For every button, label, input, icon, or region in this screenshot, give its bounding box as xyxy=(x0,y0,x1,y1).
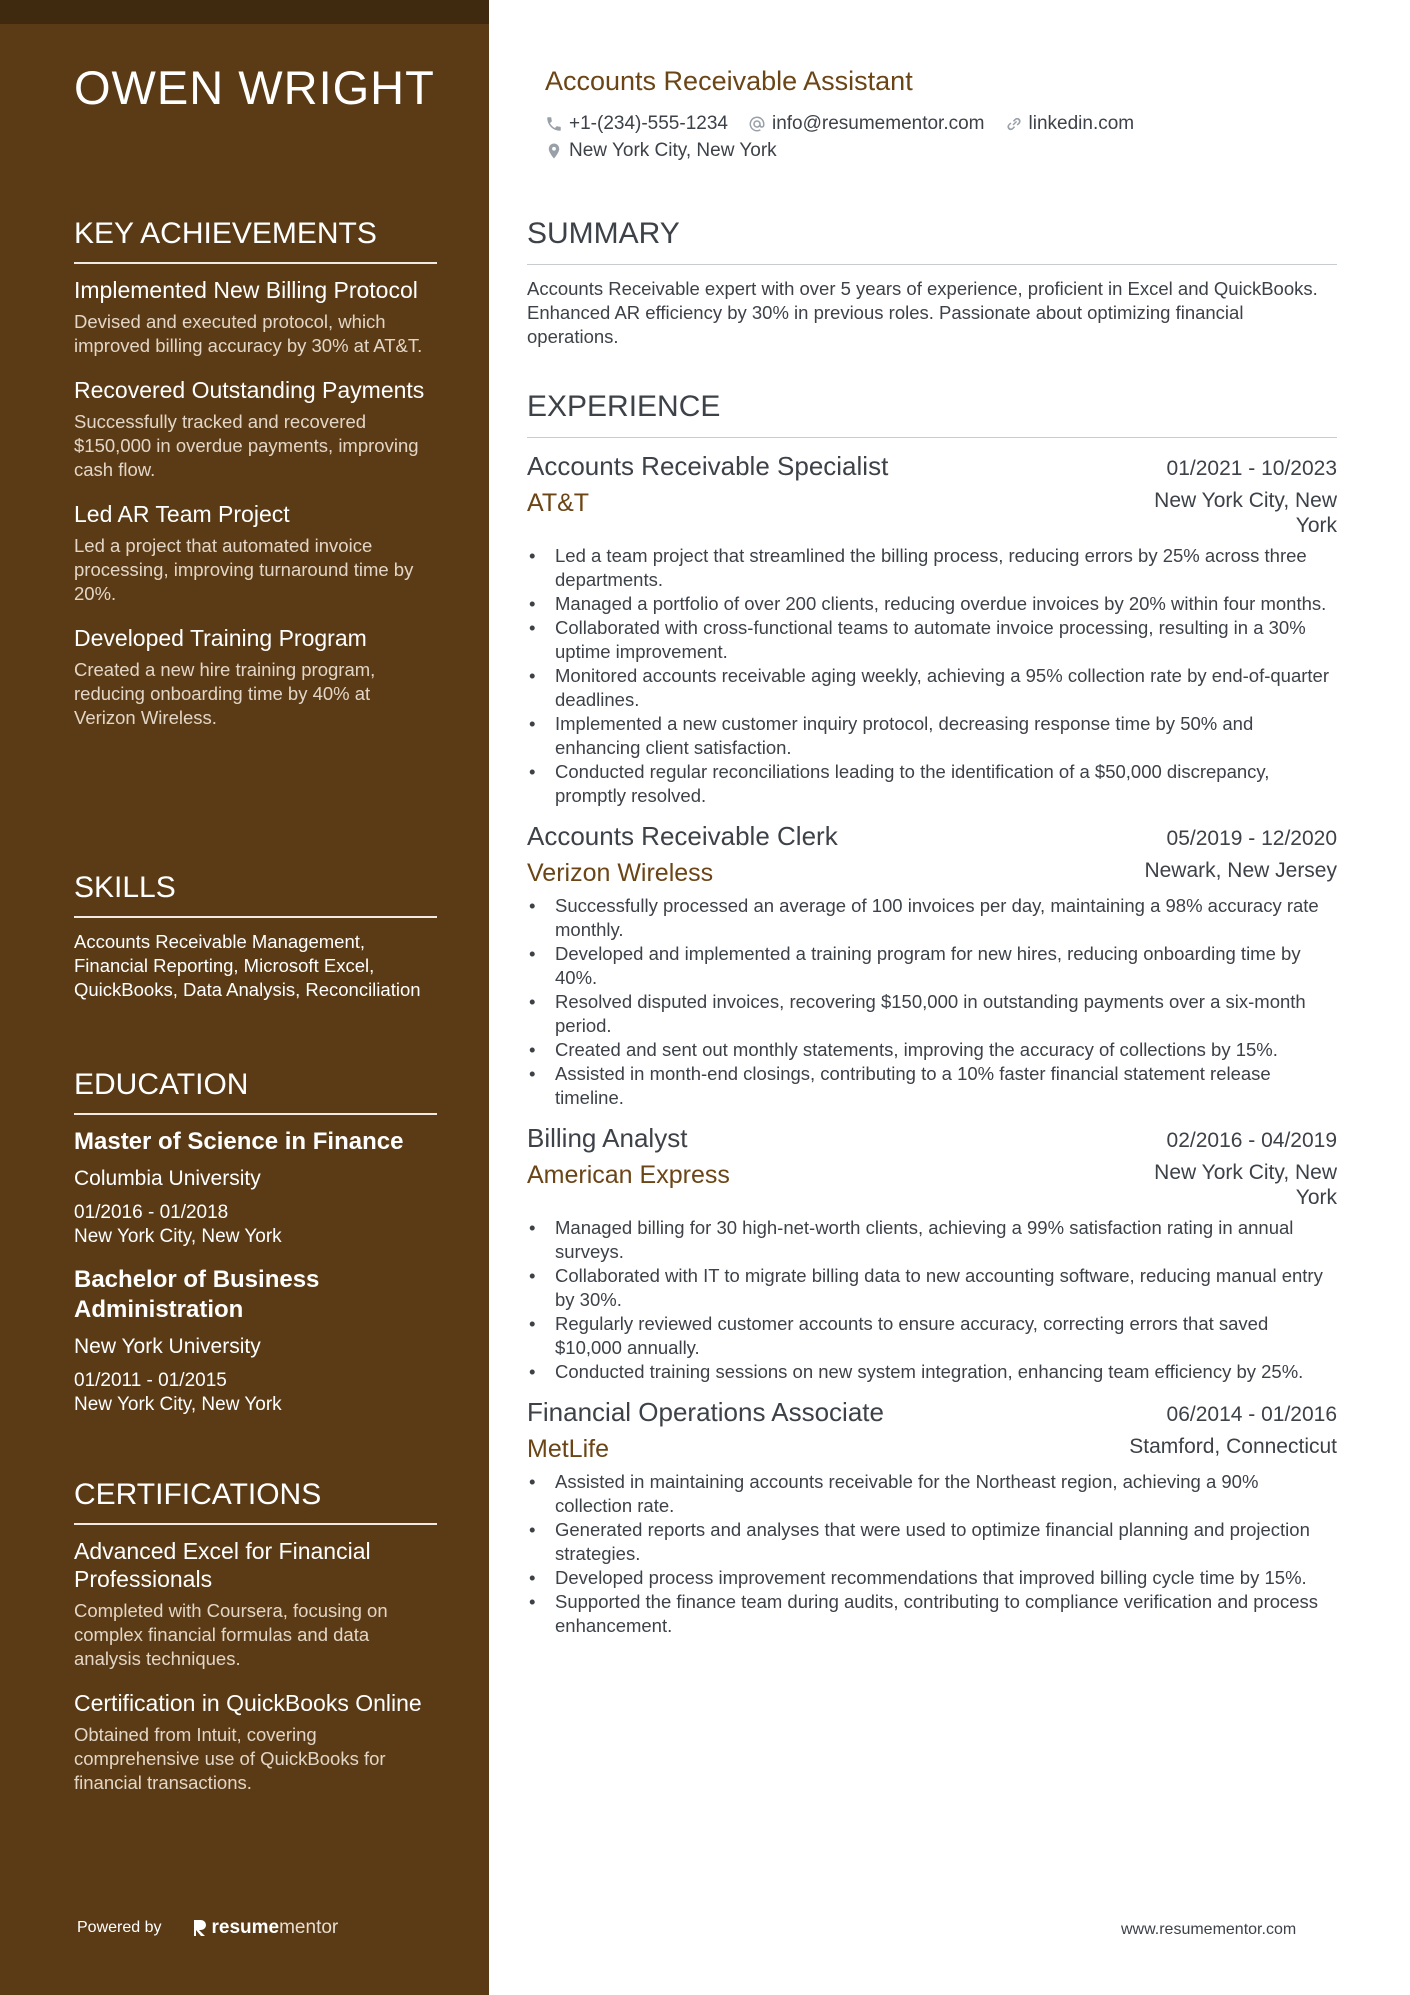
job-location: New York City, New York xyxy=(1154,1161,1337,1209)
job-company: MetLife xyxy=(527,1435,609,1463)
job-bullet: • Developed and implemented a training program for new hires, reducing onboarding time by 40%. xyxy=(527,942,1337,990)
achievement-title: Developed Training Program xyxy=(74,625,367,651)
achievement-item xyxy=(74,276,437,358)
logo-text-bold: resume xyxy=(211,1917,280,1938)
education-item xyxy=(74,1127,437,1249)
sidebar-top-bar xyxy=(0,0,489,24)
job-title: Accounts Receivable Clerk xyxy=(527,821,838,851)
key-achievements-section xyxy=(74,216,437,748)
footer-website-link[interactable]: www.resumementor.com xyxy=(1121,1921,1297,1938)
job-bullet: • Assisted in maintaining accounts receivable for the Northeast region, achieving a 90% collection rate. xyxy=(527,1470,1337,1518)
job-bullet: • Generated reports and analyses that were used to optimize financial planning and projection strategies. xyxy=(527,1518,1337,1566)
certification-title: Advanced Excel for Financial Professionals xyxy=(74,1538,371,1592)
achievement-title: Implemented New Billing Protocol xyxy=(74,277,418,303)
powered-by-label: Powered by xyxy=(77,1919,162,1936)
job-title: Accounts Receivable Specialist xyxy=(527,451,889,481)
education-heading: EDUCATION xyxy=(74,1067,437,1115)
job-bullet: • Conducted regular reconciliations leading to the identification of a $50,000 discrepancy, promptly resolved. xyxy=(527,760,1337,808)
at-icon xyxy=(748,115,766,133)
job-company: American Express xyxy=(527,1161,730,1189)
job-bullet: • Led a team project that streamlined the billing process, reducing errors by 25% across three departments. xyxy=(527,544,1337,592)
job-company: AT&T xyxy=(527,489,590,517)
job-title: Billing Analyst xyxy=(527,1123,688,1153)
logo-text-light: mentor xyxy=(279,1917,339,1938)
powered-by xyxy=(77,1917,338,1939)
resumementor-logo-icon xyxy=(192,1918,208,1938)
experience-section xyxy=(527,389,1337,1650)
certification-item xyxy=(74,1537,437,1671)
candidate-name: OWEN WRIGHT xyxy=(74,61,435,114)
skills-heading: SKILLS xyxy=(74,870,437,918)
contact-row xyxy=(545,113,1154,135)
achievement-item xyxy=(74,500,437,606)
job-bullet: • Managed a portfolio of over 200 clients, reducing overdue invoices by 20% within four months. xyxy=(527,592,1337,616)
job-dates: 05/2019 - 12/2020 xyxy=(1166,827,1337,850)
education-location: New York City, New York xyxy=(74,1394,282,1415)
achievement-description: Devised and executed protocol, which improved billing accuracy by 30% at AT&T. xyxy=(74,311,423,356)
job-location: Newark, New Jersey xyxy=(1144,859,1337,882)
job-bullet: • Collaborated with IT to migrate billing data to new accounting software, reducing manual entry by 30%. xyxy=(527,1264,1337,1312)
sidebar xyxy=(0,0,489,1995)
achievement-description: Led a project that automated invoice processing, improving turnaround time by 20%. xyxy=(74,535,414,604)
achievement-title: Led AR Team Project xyxy=(74,501,290,527)
job-entry xyxy=(527,450,1337,808)
job-bullet: • Regularly reviewed customer accounts to ensure accuracy, correcting errors that saved $10,000 annually. xyxy=(527,1312,1337,1360)
contact-row-location xyxy=(545,140,797,162)
achievement-description: Created a new hire training program, reducing onboarding time by 40% at Verizon Wireless. xyxy=(74,659,376,728)
job-bullet: • Collaborated with cross-functional teams to automate invoice processing, resulting in a 30% uptime improvement. xyxy=(527,616,1337,664)
contact-linkedin[interactable] xyxy=(1005,113,1135,135)
job-company: Verizon Wireless xyxy=(527,859,714,887)
contact-location xyxy=(545,140,777,162)
education-item xyxy=(74,1265,437,1417)
location-pin-icon xyxy=(545,142,563,160)
email-address: info@resumementor.com xyxy=(771,113,985,134)
link-icon xyxy=(1005,115,1023,133)
job-bullet: • Created and sent out monthly statements, improving the accuracy of collections by 15%. xyxy=(527,1038,1337,1062)
job-bullet: • Resolved disputed invoices, recovering $150,000 in outstanding payments over a six-month period. xyxy=(527,990,1337,1038)
resumementor-logo[interactable] xyxy=(192,1917,339,1939)
phone-number: +1-(234)-555-1234 xyxy=(569,113,728,134)
achievement-item xyxy=(74,376,437,482)
education-dates: 01/2016 - 01/2018 xyxy=(74,1202,229,1223)
certifications-heading: CERTIFICATIONS xyxy=(74,1477,437,1525)
certification-description: Obtained from Intuit, covering comprehensive use of QuickBooks for financial transactions. xyxy=(74,1724,386,1793)
job-title: Financial Operations Associate xyxy=(527,1397,884,1427)
education-degree: Master of Science in Finance xyxy=(74,1128,404,1155)
experience-heading: EXPERIENCE xyxy=(527,389,1337,438)
job-location: New York City, New York xyxy=(1154,489,1337,537)
job-bullet: • Assisted in month-end closings, contributing to a 10% faster financial statement release timeline. xyxy=(527,1062,1337,1110)
contact-email[interactable] xyxy=(748,113,985,135)
key-achievements-heading: KEY ACHIEVEMENTS xyxy=(74,216,437,264)
education-school: Columbia University xyxy=(74,1167,261,1190)
job-bullets xyxy=(527,1216,1337,1384)
job-dates: 06/2014 - 01/2016 xyxy=(1166,1403,1337,1426)
main-content xyxy=(489,0,1410,1995)
job-bullet: • Successfully processed an average of 100 invoices per day, maintaining a 98% accuracy rate monthly. xyxy=(527,894,1337,942)
certification-description: Completed with Coursera, focusing on complex financial formulas and data analysis techniques. xyxy=(74,1600,388,1669)
skills-list: Accounts Receivable Management, Financial Reporting, Microsoft Excel, QuickBooks, Data Analysis, Reconciliation xyxy=(74,931,421,1000)
education-location: New York City, New York xyxy=(74,1226,282,1247)
summary-heading: SUMMARY xyxy=(527,216,1337,265)
job-bullets xyxy=(527,1470,1337,1638)
certification-title: Certification in QuickBooks Online xyxy=(74,1690,422,1716)
achievement-title: Recovered Outstanding Payments xyxy=(74,377,425,403)
job-dates: 02/2016 - 04/2019 xyxy=(1166,1129,1337,1152)
job-entry xyxy=(527,1396,1337,1638)
job-bullet: • Supported the finance team during audits, contributing to compliance verification and process enhancement. xyxy=(527,1590,1337,1638)
linkedin-link: linkedin.com xyxy=(1028,113,1135,134)
certifications-section xyxy=(74,1477,437,1813)
skills-section xyxy=(74,870,437,1002)
achievement-item xyxy=(74,624,437,730)
job-bullets xyxy=(527,894,1337,1110)
contact-phone[interactable] xyxy=(545,113,728,135)
location-text: New York City, New York xyxy=(569,140,777,161)
job-bullet: • Developed process improvement recommendations that improved billing cycle time by 15%. xyxy=(527,1566,1337,1590)
target-role: Accounts Receivable Assistant xyxy=(545,66,913,96)
education-section xyxy=(74,1067,437,1433)
job-entry xyxy=(527,1122,1337,1384)
phone-icon xyxy=(545,115,563,133)
summary-text: Accounts Receivable expert with over 5 years of experience, proficient in Excel and QuickBooks. Enhanced AR efficiency by 30% in previous roles. Passionate about optimizing financial operations. xyxy=(527,278,1318,347)
achievement-description: Successfully tracked and recovered $150,000 in overdue payments, improving cash flow. xyxy=(74,411,419,480)
education-dates: 01/2011 - 01/2015 xyxy=(74,1370,227,1391)
job-bullet: • Managed billing for 30 high-net-worth clients, achieving a 99% satisfaction rating in annual surveys. xyxy=(527,1216,1337,1264)
job-bullets xyxy=(527,544,1337,808)
education-school: New York University xyxy=(74,1335,261,1358)
job-entry xyxy=(527,820,1337,1110)
job-bullet: • Implemented a new customer inquiry protocol, decreasing response time by 50% and enhancing client satisfaction. xyxy=(527,712,1337,760)
certification-item xyxy=(74,1689,437,1795)
job-bullet: • Conducted training sessions on new system integration, enhancing team efficiency by 25%. xyxy=(527,1360,1337,1384)
education-degree: Bachelor of Business Administration xyxy=(74,1266,320,1323)
job-bullet: • Monitored accounts receivable aging weekly, achieving a 95% collection rate by end-of-quarter deadlines. xyxy=(527,664,1337,712)
summary-section xyxy=(527,216,1337,349)
job-dates: 01/2021 - 10/2023 xyxy=(1166,457,1337,480)
job-location: Stamford, Connecticut xyxy=(1129,1435,1337,1458)
